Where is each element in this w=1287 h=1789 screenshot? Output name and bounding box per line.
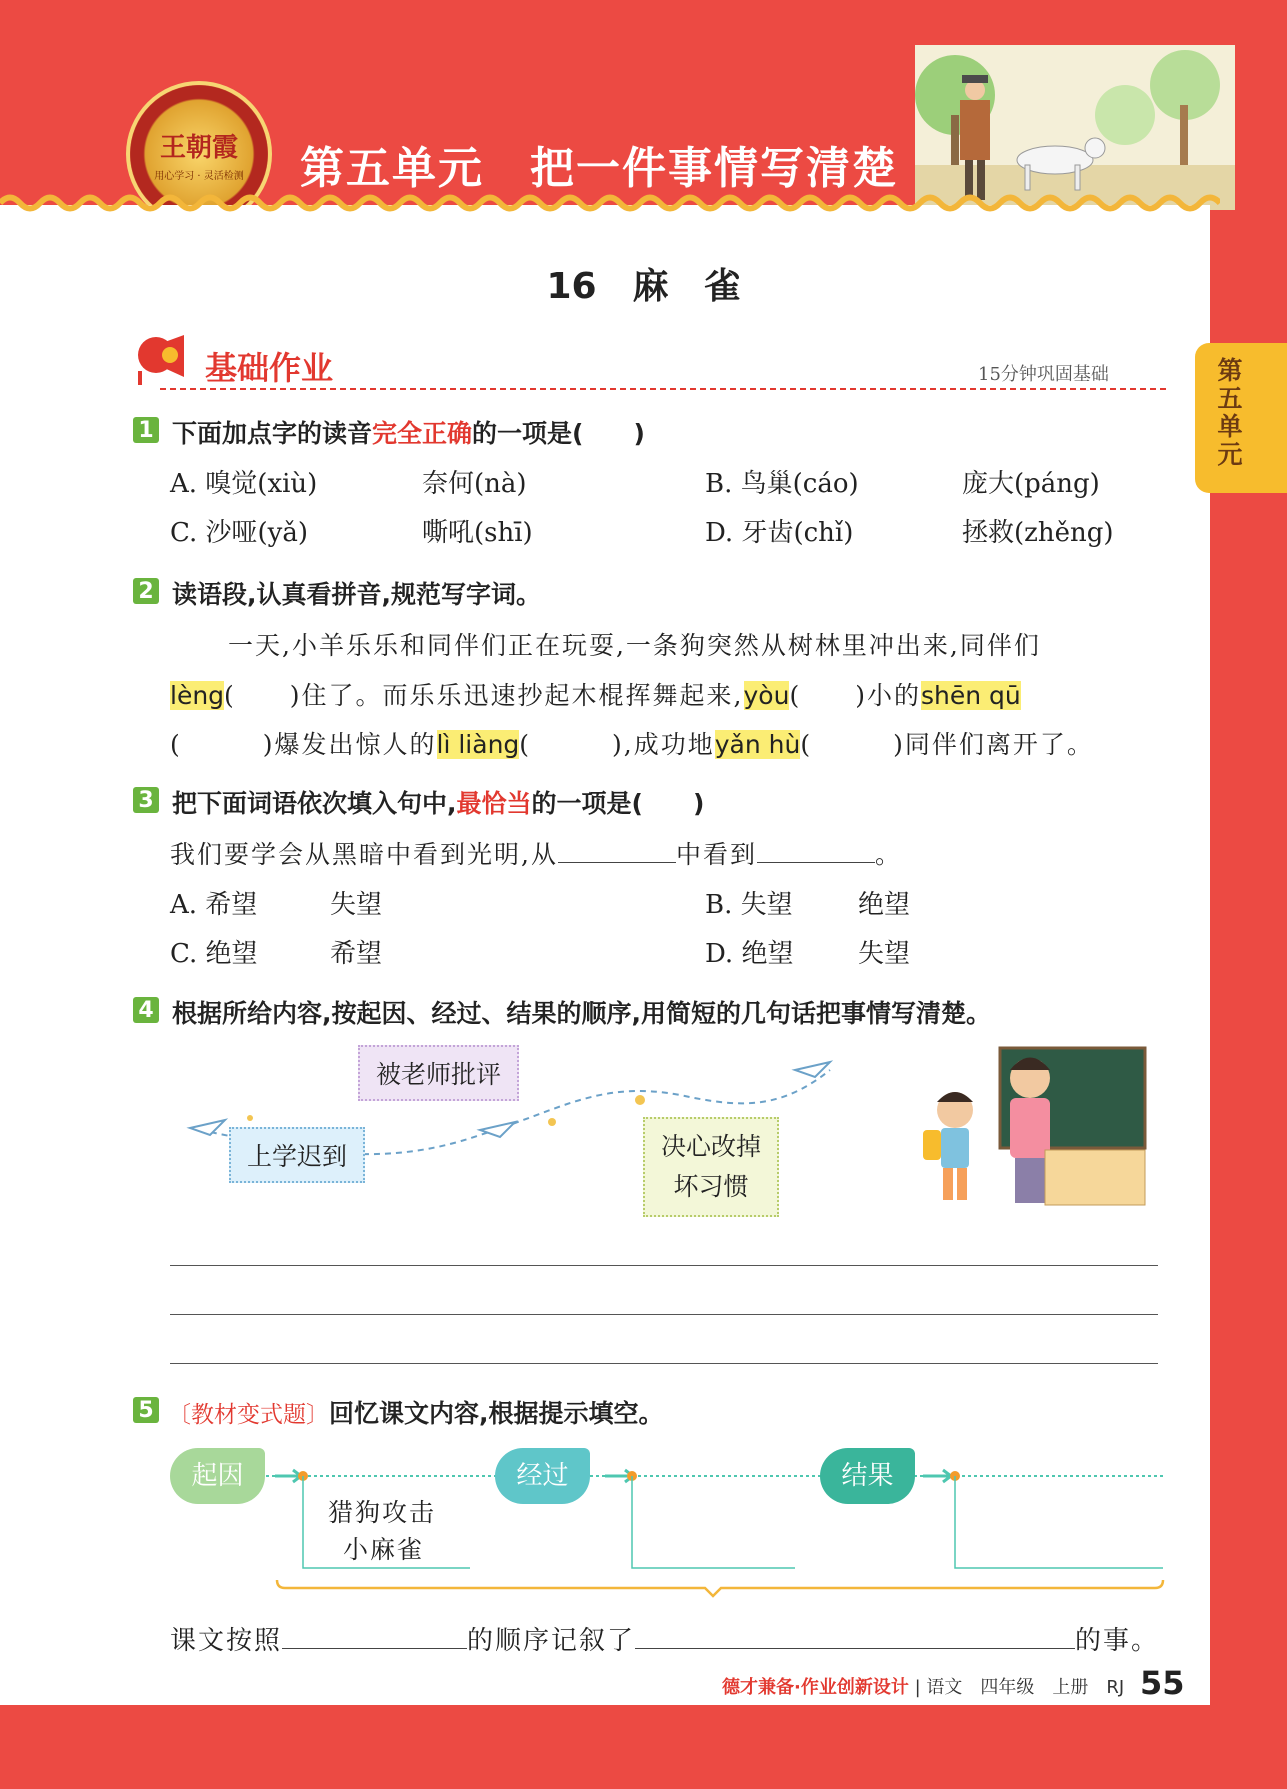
cause-bubble: 上学迟到 [229,1127,365,1183]
q3-blank-2[interactable] [757,862,875,863]
summary-blank-1[interactable] [282,1648,467,1649]
logo-text: 王朝霞 [159,133,238,163]
question-3-prompt: 把下面词语依次填入句中,最恰当的一项是( ) [172,789,705,818]
unit-side-tab [1195,343,1287,493]
megaphone-icon [132,333,192,388]
question-number: 2 [133,578,159,604]
q1-option-c2: 嘶吼(shī) [422,518,533,548]
q3-option-c1[interactable]: C. 绝望 [170,939,258,969]
q5-summary: 课文按照 的顺序记叙了 的事。 [170,1626,1160,1656]
q1-option-c1[interactable]: C. 沙哑(yǎ) [170,518,308,548]
cause-text-line1: 猎狗攻击 [328,1498,437,1527]
question-2-prompt: 读语段,认真看拼音,规范写字词。 [172,580,541,609]
flow-process: 经过 [495,1448,590,1504]
question-5-prompt: 〔教材变式题〕回忆课文内容,根据提示填空。 [168,1399,664,1428]
q3-option-d1[interactable]: D. 绝望 [705,939,794,969]
process-answer-box[interactable] [640,1500,785,1560]
question-number: 4 [133,997,159,1023]
process-bubble: 被老师批评 [358,1045,519,1101]
decorative-wave-border [0,192,1220,214]
side-tab-label: 第五单元 [1217,356,1243,469]
q3-option-b1[interactable]: B. 失望 [705,890,793,920]
hunter-dog-illustration [915,45,1235,210]
q3-blank-1[interactable] [558,862,676,863]
question-number: 5 [133,1397,159,1423]
q3-option-c2: 希望 [330,939,383,969]
q3-option-a2: 失望 [330,890,383,920]
q1-option-d1[interactable]: D. 牙齿(chǐ) [705,518,854,548]
result-answer-box[interactable] [965,1500,1155,1560]
question-1-prompt: 下面加点字的读音完全正确的一项是( ) [172,419,645,448]
section-divider [160,388,1166,390]
flow-result: 结果 [820,1448,915,1504]
q1-option-b2: 庞大(páng) [962,469,1100,499]
pinyin-shenqu: shēn qū [920,681,1021,710]
q2-paragraph-line1: 一天,小羊乐乐和同伴们正在玩耍,一条狗突然从树林里冲出来,同伴们 [228,631,1041,660]
question-number: 1 [133,417,159,443]
teacher-student-illustration [915,1040,1150,1210]
q1-option-a2: 奈何(nà) [422,469,527,499]
answer-line[interactable] [170,1363,1158,1364]
textbook-variant-tag: 〔教材变式题〕 [168,1402,329,1428]
q3-option-a1[interactable]: A. 希望 [170,890,258,920]
question-4-prompt: 根据所给内容,按起因、经过、结果的顺序,用简短的几句话把事情写清楚。 [172,999,991,1028]
logo-subtitle: 用心学习 · 灵活检测 [154,171,244,182]
pinyin-you: yòu [743,681,790,710]
footer-brand: 德才兼备·作业创新设计 [722,1677,909,1698]
q2-paragraph-line3: ( )爆发出惊人的lì liàng( ),成功地yǎn hù( )同伴们离开了。 [170,730,1094,759]
q3-option-b2: 绝望 [858,890,911,920]
section-title: 基础作业 [205,349,334,387]
q1-option-d2: 拯救(zhěng) [962,518,1114,548]
section-subtitle: 15分钟巩固基础 [978,364,1109,385]
pinyin-yanhu: yǎn hù [714,730,801,759]
flow-cause: 起因 [170,1448,265,1504]
cause-text-line2: 小麻雀 [343,1535,425,1564]
q2-paragraph-line2: lèng( )住了。而乐乐迅速抄起木棍挥舞起来,yòu( )小的shēn qū [170,681,1021,710]
q1-option-a1[interactable]: A. 嗅觉(xiù) [170,469,318,499]
footer-course: 语文 四年级 上册 RJ [926,1677,1125,1698]
footer-info: 德才兼备·作业创新设计 | 语文 四年级 上册 RJ [722,1677,1125,1698]
page-number: 55 [1140,1664,1185,1702]
unit-title: 第五单元 把一件事情写清楚 [300,143,898,194]
question-number: 3 [133,787,159,813]
q3-sentence: 我们要学会从黑暗中看到光明,从 中看到 。 [170,840,902,869]
summary-blank-2[interactable] [635,1648,1075,1649]
pinyin-liliang: lì liàng [436,730,520,759]
pinyin-leng: lèng [170,681,225,710]
q1-option-b1[interactable]: B. 鸟巢(cáo) [705,469,859,499]
lesson-title: 16 麻 雀 [546,266,741,307]
result-bubble: 决心改掉 坏习惯 [643,1117,779,1217]
q3-option-d2: 失望 [858,939,911,969]
answer-line[interactable] [170,1314,1158,1315]
answer-line[interactable] [170,1265,1158,1266]
